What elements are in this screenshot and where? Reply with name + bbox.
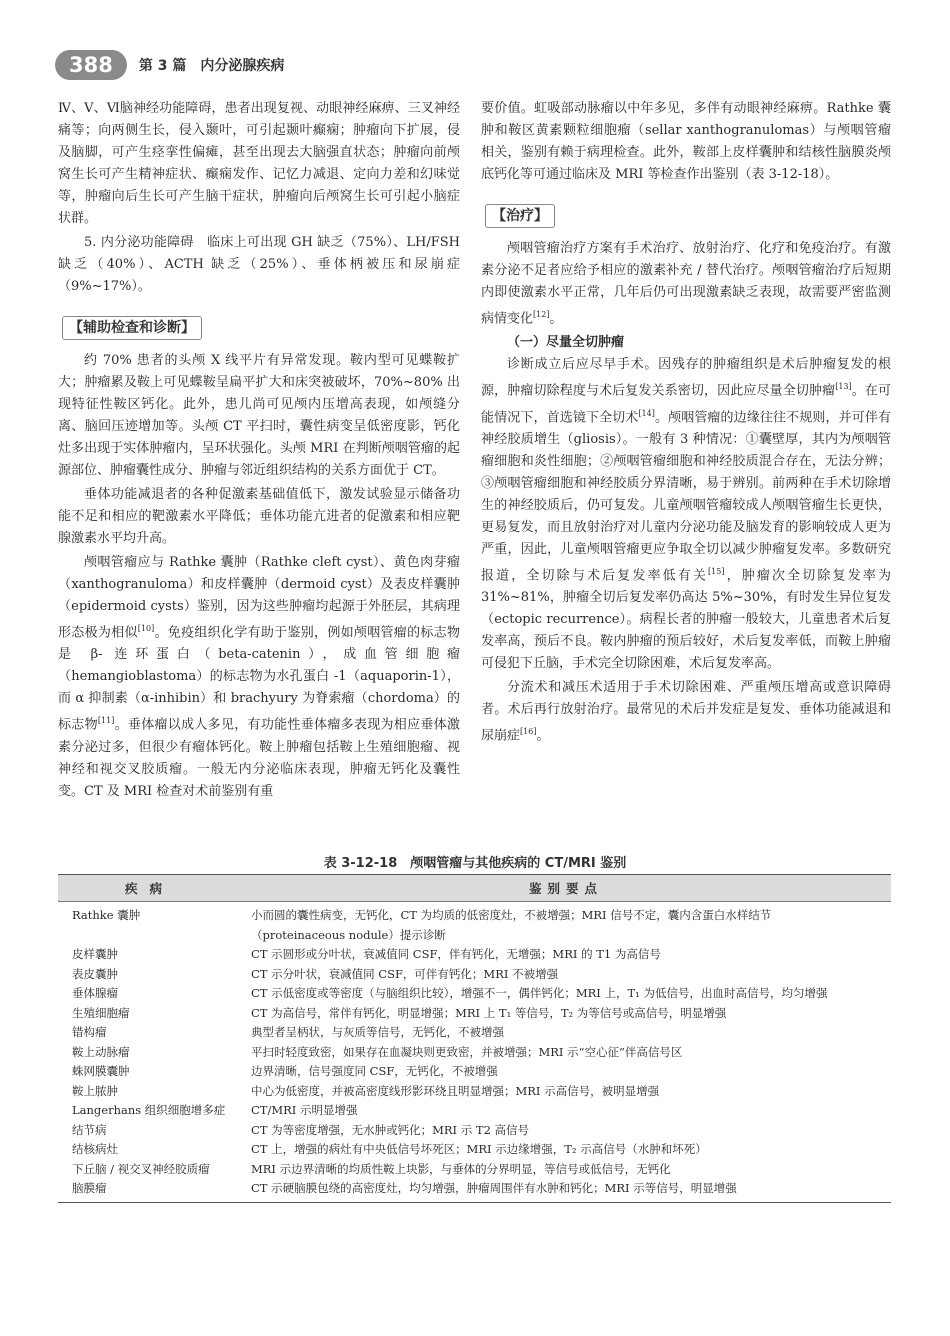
table-row: 垂体腺瘤 CT 示低密度或等密度（与脑组织比较），增强不一，偶伴钙化；MRI 上，T₁ 为低信号，出血时高信号，均匀增强 (72, 986, 828, 1000)
table-title: 表 3-12-18 颅咽管瘤与其他疾病的 CT/MRI 鉴别 (323, 856, 627, 871)
citation: [12] (533, 310, 550, 319)
table-row: 脑膜瘤 CT 示硬脑膜包绕的高密度灶，均匀增强，肿瘤周围伴有水肿和钙化；MRI 示等信号，明显增强 (72, 1181, 737, 1195)
section-heading: 【治疗】 (485, 204, 555, 228)
paragraph: 分流术和减压术适用于手术切除困难、严重颅压增高或意识障碍者。术后再行放射治疗。最常见的术后并发症是复发、垂体功能减退和尿崩症[16]。 (481, 680, 891, 744)
citation: [14] (638, 408, 655, 418)
table-row: 鞍上脓肿 中心为低密度，并被高密度线形影环绕且明显增强；MRI 示高信号，被明显增强 (72, 1083, 660, 1098)
paragraph: 要价值。虹吸部动脉瘤以中年多见，多伴有动眼神经麻痹。Rathke 囊肿和鞍区黄素颗粒细胞瘤（sellar xanthogranulomas）与颅咽管瘤相关，鉴别有赖于病理检查。此外，鞍部上皮样囊肿和结核性脑膜炎颅底钙化等可通过临床及 MRI 等检查作出鉴别（表 3-12-18）。 (481, 101, 891, 182)
section-heading: 【辅助检查和诊断】 (62, 316, 202, 340)
table-row: 结核病灶 CT 上，增强的病灶有中央低信号坏死区；MRI 示边缘增强，T₂ 示高信号（水肿和坏死） (72, 1142, 707, 1156)
table-row: 生殖细胞瘤 CT 为高信号，常伴有钙化，明显增强；MRI 上 T₁ 等信号，T₂ 为等信号或高信号，明显增强 (72, 1005, 727, 1020)
table-row: 蛛网膜囊肿 边界清晰，信号强度同 CSF，无钙化，不被增强 (72, 1064, 498, 1078)
table-row: 下丘脑 / 视交叉神经胶质瘤 MRI 示边界清晰的均质性鞍上块影，与垂体的分界明显，等信号或低信号，无钙化 (72, 1161, 671, 1176)
paragraph: 约 70% 患者的头颅 X 线平片有异常发现。鞍内型可见蝶鞍扩大；肿瘤累及鞍上可见蝶鞍呈扁平扩大和床突被破坏，70%~80% 出现特征性鞍区钙化。此外，患儿尚可见颅内压增高表现，如颅缝分离、脑回压迹增加等。头颅 CT 平扫时，囊性病变呈低密度影，钙化灶多出现于实体肿瘤内，呈环状强化。头颅 MRI 在判断颅咽管瘤的起源部位、肿瘤囊性成分、肿瘤与邻近组织结构的关系方面优于 CT。 (58, 353, 460, 478)
paragraph: Ⅳ、Ⅴ、Ⅵ脑神经功能障碍，患者出现复视、动眼神经麻痹、三叉神经痛等；向两侧生长，侵入颞叶，可引起颞叶癫痫；肿瘤向下扩展，侵及脑脚，可产生痉挛性偏瘫，甚至出现去大脑强直状态；肿瘤向前颅窝生长可产生精神症状、癫痫发作、记忆力减退、定向力差和幻味觉等，肿瘤向后生长可产生脑干症状，肿瘤向后颅窝生长可引起小脑症状群。 (58, 101, 460, 226)
table-row: 错构瘤 典型者呈柄状，与灰质等信号，无钙化，不被增强 (72, 1025, 504, 1039)
right-column (481, 98, 891, 750)
table-row: 表皮囊肿 CT 示分叶状，衰减值同 CSF，可伴有钙化；MRI 不被增强 (72, 966, 559, 981)
paragraph: 诊断成立后应尽早手术。因残存的肿瘤组织是术后肿瘤复发的根源，肿瘤切除程度与术后复发关系密切，因此应尽量全切肿瘤[13]。在可能情况下，首选镜下全切术[14]。颅咽管瘤的边缘往往不规则，并可伴有神经胶质增生（gliosis）。一般有 3 种情况：①囊壁厚，其内为颅咽管瘤细胞和炎性细胞；②颅咽管瘤细胞和神经胶质混合存在，无法分辨；③颅咽管瘤细胞和神经胶质分界清晰，易于辨别。前两种在手术切除增生的神经胶质后，仍可复发。儿童颅咽管瘤较成人颅咽管瘤生长更快，更易复发，而且放射治疗对儿童内分泌功能及脑发育的影响较成人更为严重，因此，儿童颅咽管瘤更应争取全切以减少肿瘤复发率。多数研究报道，全切除与术后复发率低有关[15]，肿瘤次全切除复发率为 31%~81%，肿瘤全切后复发率仍高达 5%~30%，有时发生异位复发（ectopic recurrence）。病程长者的肿瘤一般较大，儿童患者术后复发率高，预后不良。鞍内肿瘤的预后较好，术后复发率低，而鞍上肿瘤可侵犯下丘脑，手术完全切除困难，术后复发率高。 (481, 357, 891, 672)
paragraph: 5. 内分泌功能障碍 临床上可出现 GH 缺乏（75%）、LH/FSH 缺乏（40%）、ACTH 缺乏（25%）、垂体柄被压和尿崩症（9%~17%）。 (58, 235, 460, 294)
citation: [15] (708, 566, 725, 576)
chapter-title: 第 3 篇 内分泌腺疾病 (138, 58, 285, 74)
column-header-points: 鉴别要点 (528, 881, 603, 896)
table-header (58, 875, 891, 902)
page-header (55, 50, 284, 80)
table-row: Rathke 囊肿 小而圆的囊性病变，无钙化，CT 为均质的低密度灶，不被增强；MRI 信号不定，囊内含蛋白水样结节 （proteinaceous nodule）提示诊断 (72, 908, 772, 942)
paragraph: 颅咽管瘤应与 Rathke 囊肿（Rathke cleft cyst）、黄色肉芽瘤（xanthogranuloma）和皮样囊肿（dermoid cyst）及表皮样囊肿（epidermoid cysts）鉴别，因为这些肿瘤均起源于外胚层，其病理形态极为相似[10]。免疫组织化学有助于鉴别，例如颅咽管瘤的标志物是 β- 连环蛋白（beta-catenin），成血管细胞瘤（hemangioblastoma）的标志物为水孔蛋白 -1（aquaporin-1），而 α 抑制素（α-inhibin）和 brachyury 为脊索瘤（chordoma）的标志物[11]。垂体瘤以成人多见，有功能性垂体瘤多表现为相应垂体激素分泌过多，但很少有瘤体钙化。鞍上肿瘤包括鞍上生殖细胞瘤、视神经和视交叉胶质瘤。一般无内分泌临床表现，肿瘤无钙化及囊性变。CT 及 MRI 检查对术前鉴别有重 (58, 555, 460, 799)
citation: [16] (520, 727, 537, 737)
table-row: 鞍上动脉瘤 平扫时轻度致密，如果存在血凝块则更致密，并被增强；MRI 示“空心征”伴高信号区 (72, 1044, 683, 1059)
table-row: Langerhans 组织细胞增多症 CT/MRI 示明显增强 (72, 1103, 358, 1117)
citation: [11] (97, 716, 115, 726)
column-header-disease: 疾病 (124, 881, 174, 896)
differential-table (58, 874, 891, 1203)
paragraph: 垂体功能减退者的各种促激素基础值低下，激发试验显示储备功能不足和相应的靶激素水平降低；垂体功能亢进者的促激素和相应靶腺激素水平均升高。 (58, 487, 460, 546)
left-column (58, 98, 460, 805)
paragraph: 颅咽管瘤治疗方案有手术治疗、放射治疗、化疗和免疫治疗。有激素分泌不足者应给予相应的激素补充 / 替代治疗。颅咽管瘤治疗后短期内即使激素水平正常，几年后仍可出现激素缺乏表现，故需要严密监测病情变化[12]。 (481, 241, 891, 327)
table-row: 皮样囊肿 CT 示圆形或分叶状，衰减值同 CSF，伴有钙化，无增强；MRI 的 T1 为高信号 (72, 947, 661, 961)
subsection-heading: （一）尽量全切肿瘤 (507, 335, 625, 351)
citation: [13] (835, 382, 852, 392)
table-row: 结节病 CT 为等密度增强，无水肿或钙化；MRI 示 T2 高信号 (72, 1122, 530, 1137)
citation: [10] (137, 624, 155, 633)
page-number: 388 (55, 50, 127, 80)
